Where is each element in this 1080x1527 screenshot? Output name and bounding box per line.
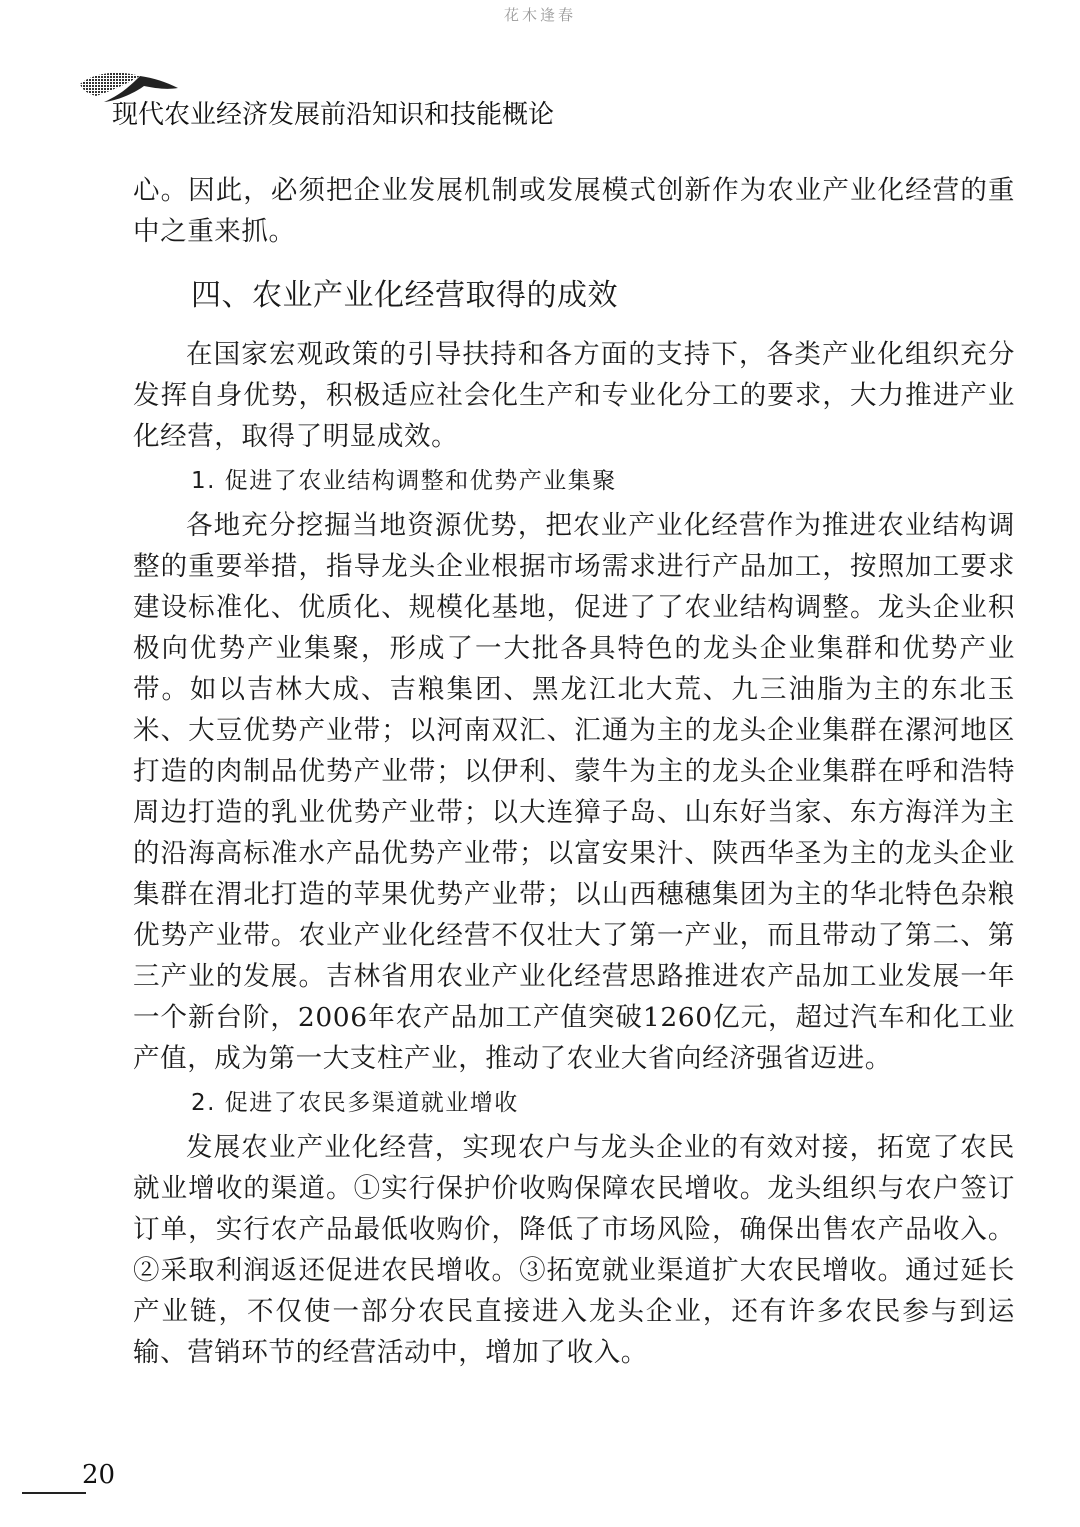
paragraph-intro: 在国家宏观政策的引导扶持和各方面的支持下，各类产业化组织充分发挥自身优势，积极适应社会化生产和专业化分工的要求，大力推进产业化经营，取得了明显成效。 (133, 339, 1015, 452)
watermark: 花木逢春 (503, 6, 576, 24)
sub-heading-1: 1. 促进了农业结构调整和优势产业集聚 (191, 468, 617, 494)
page-number: 20 (82, 1460, 116, 1490)
paragraph-continuation: 心。因此，必须把企业发展机制或发展模式创新作为农业产业化经营的重中之重来抓。 (133, 175, 1015, 247)
book-title: 现代农业经济发展前沿知识和技能概论 (112, 100, 555, 130)
paragraph-structure: 各地充分挖掘当地资源优势，把农业产业化经营作为推进农业结构调整的重要举措，指导龙头企业根据市场需求进行产品加工，按照加工要求建设标准化、优质化、规模化基地，促进了了农业结构调整。龙头企业积极向优势产业集聚，形成了一大批各具特色的龙头企业集群和优势产业带。如以吉林大成、吉粮集团、黑龙江北大荒、九三油脂为主的东北玉米、大豆优势产业带；以河南双汇、汇通为主的龙头企业集群在漯河地区打造的肉制品优势产业带；以伊利、蒙牛为主的龙头企业集群在呼和浩特周边打造的乳业优势产业带；以大连獐子岛、山东好当家、东方海洋为主的沿海高标准水产品优势产业带；以富安果汁、陕西华圣为主的龙头企业集群在渭北打造的苹果优势产业带；以山西穗穗集团为主的华北特色杂粮优势产业带。农业产业化经营不仅壮大了第一产业，而且带动了第二、第三产业的发展。吉林省用农业产业化经营思路推进农产品加工业发展一年一个新台阶，2006年农产品加工产值突破1260亿元，超过汽车和化工业产值，成为第一大支柱产业，推动了农业大省向经济强省迈进。 (133, 510, 1015, 1074)
sub-heading-2: 2. 促进了农民多渠道就业增收 (191, 1090, 519, 1116)
footer-rule (22, 1492, 86, 1494)
paragraph-income: 发展农业产业化经营，实现农户与龙头企业的有效对接，拓宽了农民就业增收的渠道。①实行保护价收购保障农民增收。龙头组织与农户签订订单，实行农产品最低收购价，降低了市场风险，确保出售农产品收入。②采取利润返还促进农民增收。③拓宽就业渠道扩大农民增收。通过延长产业链，不仅使一部分农民直接进入龙头企业，还有许多农民参与到运输、营销环节的经营活动中，增加了收入。 (133, 1132, 1015, 1368)
section-heading: 四、农业产业化经营取得的成效 (191, 278, 618, 313)
page-body (133, 170, 1015, 1373)
